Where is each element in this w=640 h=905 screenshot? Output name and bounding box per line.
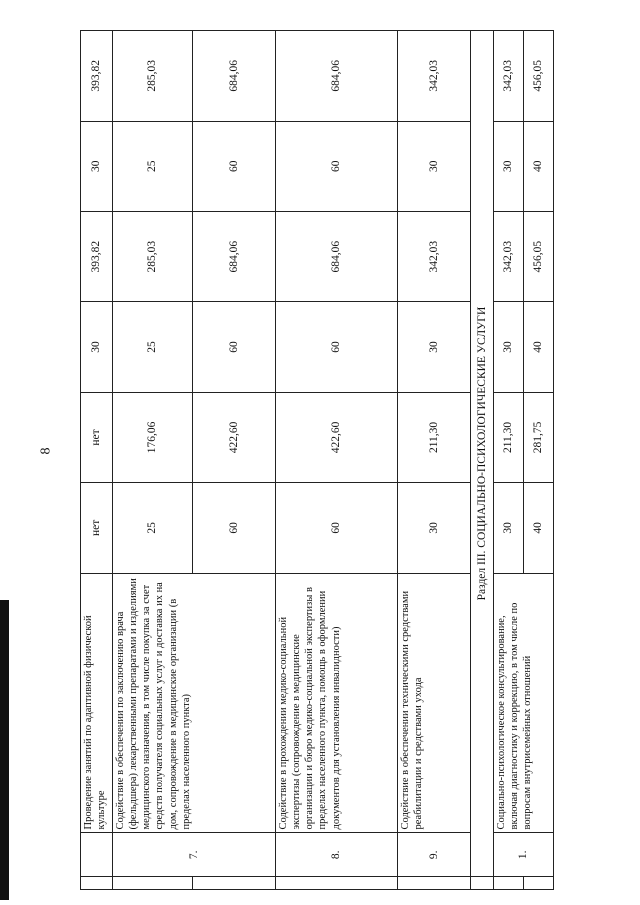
section-title: Раздел III. СОЦИАЛЬНО-ПСИХОЛОГИЧЕСКИЕ УСЛУГИ <box>471 31 494 877</box>
left-margin-cell <box>494 877 524 890</box>
page-number: 8 <box>38 447 54 455</box>
section-header-row <box>471 31 494 890</box>
value-cell: нет <box>81 483 113 573</box>
value-cell: 40 <box>524 483 554 573</box>
value-cell: 285,03 <box>113 31 193 122</box>
value-cell: 342,03 <box>398 211 471 301</box>
value-cell: 40 <box>524 121 554 211</box>
services-table-container <box>80 30 550 890</box>
value-cell: 176,06 <box>113 392 193 482</box>
value-cell: 422,60 <box>193 392 276 482</box>
value-cell: 393,82 <box>81 31 113 122</box>
table-row <box>113 31 193 890</box>
left-margin-cell <box>276 877 398 890</box>
value-cell: 30 <box>81 121 113 211</box>
row-number: 8. <box>276 833 398 877</box>
value-cell: 456,05 <box>524 31 554 122</box>
value-cell: 393,82 <box>81 211 113 301</box>
row-number: 7. <box>113 833 276 877</box>
value-cell: 211,30 <box>398 392 471 482</box>
value-cell: 60 <box>276 121 398 211</box>
left-margin-cell <box>524 877 554 890</box>
value-cell: 684,06 <box>276 31 398 122</box>
value-cell: 60 <box>276 302 398 392</box>
value-cell: 30 <box>81 302 113 392</box>
value-cell: 25 <box>113 121 193 211</box>
value-cell: 342,03 <box>494 31 524 122</box>
service-name: Содействие в обеспечении по заключению врача (фельдшера) лекарственными препаратами и изделиями медицинского назначения, в том числе покупка за счет средств получателя социальных услуг и доставка их на дом, сопровождение в медицинские организации (в пределах населенного пункта) <box>113 573 276 833</box>
value-cell: 30 <box>494 121 524 211</box>
value-cell: нет <box>81 392 113 482</box>
service-name: Социально-психологическое консультирование, включая диагностику и коррекцию, в том числе по вопросам внутрисемейных отношений <box>494 573 554 833</box>
table-row <box>398 31 471 890</box>
binding-margin-line <box>0 600 9 900</box>
value-cell: 30 <box>494 483 524 573</box>
table-row <box>81 31 113 890</box>
value-cell: 60 <box>276 483 398 573</box>
value-cell: 285,03 <box>113 211 193 301</box>
left-margin-cell <box>113 877 193 890</box>
value-cell: 30 <box>398 302 471 392</box>
value-cell: 422,60 <box>276 392 398 482</box>
table-row <box>494 31 524 890</box>
value-cell: 342,03 <box>398 31 471 122</box>
value-cell: 684,06 <box>193 211 276 301</box>
left-margin-cell <box>398 877 471 890</box>
left-margin-cell <box>81 877 113 890</box>
value-cell: 684,06 <box>276 211 398 301</box>
value-cell: 456,05 <box>524 211 554 301</box>
value-cell: 342,03 <box>494 211 524 301</box>
value-cell: 25 <box>113 302 193 392</box>
value-cell: 684,06 <box>193 31 276 122</box>
table-row <box>276 31 398 890</box>
value-cell: 30 <box>398 483 471 573</box>
service-name: Содействие в прохождении медико-социальной экспертизы (сопровождение в медицинские организации и бюро медико-социальной экспертизы в пределах населенного пункта, помощь в оформлении документов для установления инвалидности) <box>276 573 398 833</box>
value-cell: 30 <box>494 302 524 392</box>
left-margin-cell <box>471 877 494 890</box>
left-margin-cell <box>193 877 276 890</box>
value-cell: 30 <box>398 121 471 211</box>
value-cell: 60 <box>193 302 276 392</box>
value-cell: 211,30 <box>494 392 524 482</box>
value-cell: 40 <box>524 302 554 392</box>
service-name: Содействие в обеспечении техническими средствами реабилитации и средствами ухода <box>398 573 471 833</box>
row-number <box>81 833 113 877</box>
value-cell: 60 <box>193 121 276 211</box>
row-number: 9. <box>398 833 471 877</box>
value-cell: 60 <box>193 483 276 573</box>
row-number: 1. <box>494 833 554 877</box>
services-table <box>80 30 554 890</box>
value-cell: 25 <box>113 483 193 573</box>
service-name: Проведение занятий по адаптивной физической культуре <box>81 573 113 833</box>
value-cell: 281,75 <box>524 392 554 482</box>
